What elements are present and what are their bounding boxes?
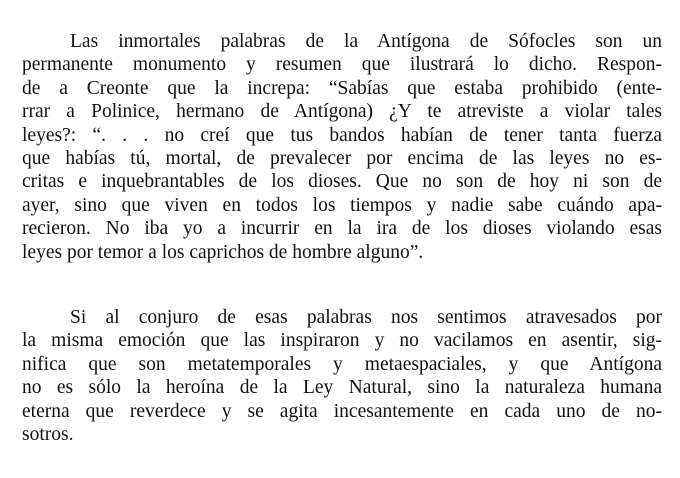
text-line: Si al conjuro de esas palabras nos sentimos atravesados por (70, 307, 662, 328)
paragraph-antigona-quote (22, 30, 662, 264)
text-line: que habías tú, mortal, de prevalecer por encima de las leyes no es- (22, 147, 662, 169)
text-line: permanente monumento y resumen que ilustrará lo dicho. Respon- (22, 54, 662, 76)
text-line: rrar a Polinice, hermano de Antígona) ¿Y te atreviste a violar tales (22, 101, 662, 123)
text-line: critas e inquebrantables de los dioses. Que no son de hoy ni son de (22, 171, 662, 193)
text-line: eterna que reverdece y se agita incesantemente en cada uno de no- (22, 400, 662, 422)
text-line: de a Creonte que la increpa: “Sabías que estaba prohibido (ente- (22, 77, 662, 99)
paragraph-conclusion (22, 306, 662, 446)
text-line: recieron. No iba yo a incurrir en la ira de los dioses violando esas (22, 218, 662, 240)
text-line: la misma emoción que las inspiraron y no vacilamos en asentir, sig- (22, 330, 662, 352)
text-line: nifica que son metatemporales y metaespaciales, y que Antígona (22, 353, 662, 375)
text-line: leyes?: “. . . no creí que tus bandos habían de tener tanta fuerza (22, 124, 662, 146)
text-line: no es sólo la heroína de la Ley Natural, sino la naturaleza humana (22, 377, 662, 399)
text-line: leyes por temor a los caprichos de hombre alguno”. (22, 241, 424, 263)
text-line: Las inmortales palabras de la Antígona de Sófocles son un (70, 31, 662, 52)
text-line: sotros. (22, 423, 74, 445)
text-line: ayer, sino que viven en todos los tiempos y nadie sabe cuándo apa- (22, 194, 662, 216)
